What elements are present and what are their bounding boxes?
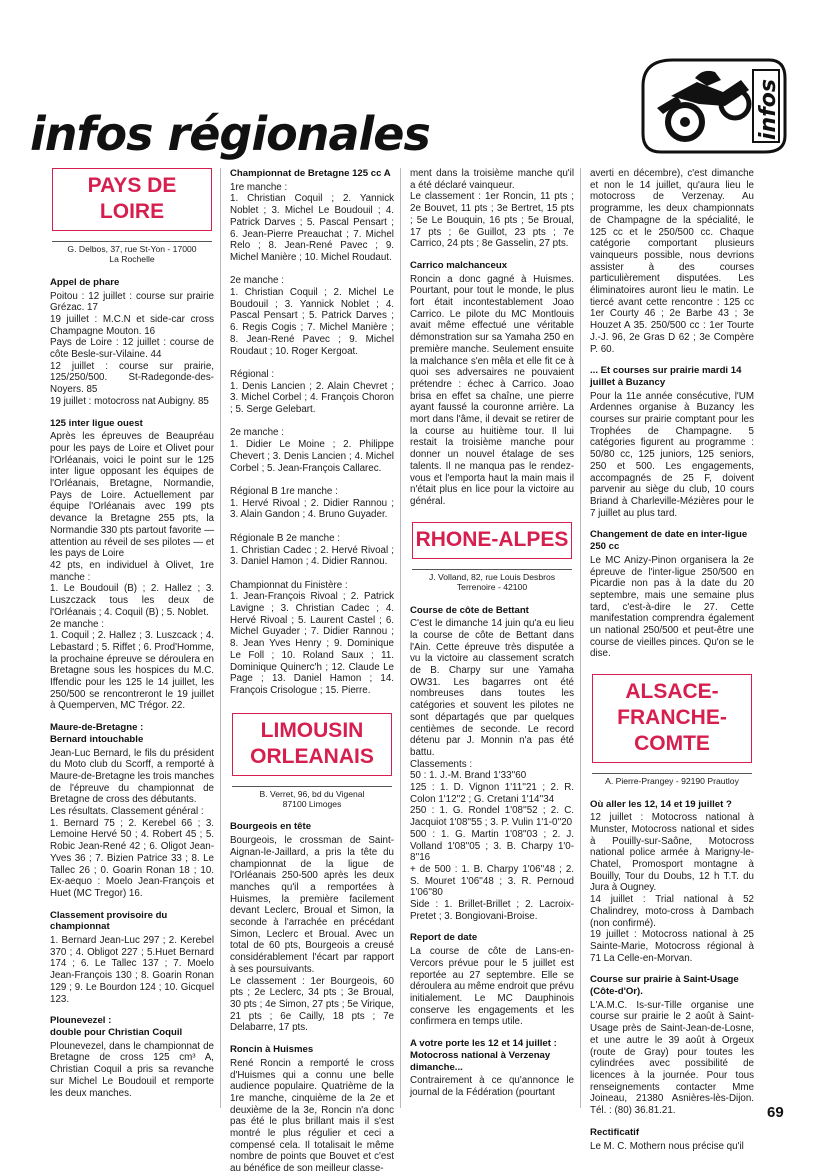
article-body: Poitou : 12 juillet : course sur prairie Grézac. 17 19 juillet : M.C.N et side-car cross Champagne Mouton. 16 Pays de Loire : 12 juillet : course de côte Besle-sur-Vilaine. 44 12 juillet : course sur prairie, 125/250/500. St-Radegonde-des-Noyers. 85 19 juillet : motocross nat Aubigny. 85: [50, 290, 214, 407]
column-2: [230, 168, 394, 1175]
article-heading: Bourgeois en tête: [230, 821, 312, 833]
article-heading: Carrico malchanceux: [410, 259, 508, 271]
article-body: Roncin a donc gagné à Huismes. Pourtant, pour tout le monde, le plus fort était incontestablement Joao Carrico. Le pilote du MC Montlouis avait même effectué une véritable démonstration sur sa Yamaha 250 en première manche. Seulement ensuite la malchance s'en mêla et elle fit ce à quoi ses adversaires ne pouvaient prétendre : échec à Carrico. Joao brisa en effet sa chaîne, une pierre ayant faussé la couronne arrière. La mort dans l'âme, il devait se retirer de la course au huitième tour. Il lui restait la troisième manche pour donner un nouvel étalage de ses talents. Il ne manqua pas le rendez-vous et l'emporta haut la main mais il n'était plus en lice pour la victoire au général.: [410, 273, 574, 507]
article-body: Plounevezel, dans le championnat de Bretagne de cross 125 cm³ A, Christian Coquil a pris sa revanche sur Michel Le Boudouil et remporte les deux manches.: [50, 1040, 214, 1099]
page-number: 69: [767, 1104, 784, 1121]
article-body: 1. Bernard Jean-Luc 297 ; 2. Kerebel 370 ; 4. Obligot 227 ; 5.Huet Bernard 174 ; 6. Le Tallec 137 ; 7. Moelo Jean-François 130 ; 8. Goarin Ronan 129 ; 9. Le Bourdon 124 ; 10. Gicquel 123.: [50, 935, 214, 1005]
article-heading: 125 inter ligue ouest: [50, 417, 143, 429]
article-heading: Où aller les 12, 14 et 19 juillet ?: [590, 798, 732, 810]
column-1: [50, 168, 214, 1099]
column-4: [590, 168, 754, 1152]
article-body: 1re manche : 1. Christian Coquil ; 2. Yannick Noblet ; 3. Michel Le Boudouil ; 4. Patrick Darves ; 5. Pascal Pensart ; 6. Jean-Pierre Preauchat ; 7. Michel Relo ; 8. Jean-René Pavec ; 9. Michel Manière ; 10. Michel Roudaut. 2e manche : 1. Christian Coquil ; 2. Michel Le Boudouil ; 3. Yannick Noblet ; 4. Pascal Pensart ; 5. Patrick Darves ; 6. Regis Cogis ; 7. Michel Manière ; 8. Jean-René Pavec ; 9. Michel Roudaut ; 10. Roger Kergoat. Régional : 1. Denis Lancien ; 2. Alain Chevret ; 3. Michel Corbel ; 4. François Choron ; 5. Serge Gelebart. 2e manche : 1. Didier Le Moine ; 2. Philippe Chevert ; 3. Denis Lancien ; 4. Michel Corbel ; 5. Jean-François Callarec. Régional B 1re manche : 1. Hervé Rivoal ; 2. Didier Rannou ; 3. Alain Gandon ; 4. Bruno Guyader. Régionale B 2e manche : 1. Christian Cadec ; 2. Hervé Rivoal ; 3. Daniel Hamon ; 4. Didier Rannou. Championnat du Finistère : 1. Jean-François Rivoal ; 2. Patrick Lavigne ; 3. Christian Cadec ; 4. Hervé Rivoal ; 5. Laurent Castel ; 6. Michel Guyader ; 7. Didier Rannou ; 8. Jean Yves Henry ; 9. Dominique Le Foll ; 10. Roland Saux ; 11. Dominique Quinerc'h ; 12. Claude Le Page ; 13. Daniel Hamon ; 14. François Crisologue ; 15. Pierre.: [230, 181, 394, 696]
article-heading: Rectificatif: [590, 1126, 640, 1138]
region-contact: G. Delbos, 37, rue St-Yon - 17000 La Rochelle: [52, 241, 212, 265]
article-body: Jean-Luc Bernard, le fils du président du Moto club du Scorff, a remporté à Maure-de-Bretagne les trois manches de l'épreuve du championnat de Bretagne de cross des débutants. Les résultats. Classement général : 1. Bernard 75 ; 2. Kerebel 66 ; 3. Lemoine Hervé 50 ; 4. Robert 45 ; 5. Robic Jean-René 42 ; 6. Oligot Jean-Yves 36 ; 7. Bizien Patrice 33 ; 8. Le Tallec 26 ; 0. Goarin Ronan 18 ; 10. Ex-aequo : Moelo Jean-François et Huet (MC Tregor) 16.: [50, 747, 214, 899]
region-box-alsace-franche-comte: ALSACE-FRANCHE-COMTE: [592, 674, 752, 763]
article-body: averti en décembre), c'est dimanche et non le 14 juillet, qu'aura lieu le motocross de Verzenay. Au programme, les deux championnats de Champagne de la spécialité, le 125 cc et le 250/500 cc. Chaque catégorie comportant plusieurs vainqueurs possible, nous devrions assister à des courses particulièrement disputées. Les éliminatoires auront lieu le matin. Le tiercé avant cette rencontre : 125 cc 1er Courty 46 ; 2e Barbe 43 ; 3e Houzet A 35. 250/500 cc : 1er Tourte J.-J. 96, 2e Gras D 62 ; 3e Compère P. 60.: [590, 168, 754, 355]
article-heading: Championnat de Bretagne 125 cc A: [230, 168, 391, 179]
article-body: Contrairement à ce qu'annonce le journal de la Fédération (pourtant: [410, 1075, 574, 1098]
page-title: infos régionales: [30, 107, 430, 161]
moto-infos-logo: [637, 56, 789, 156]
article-body: René Roncin a remporté le cross d'Huismes qui a connu une belle audience populaire. Quatrième de la 1re manche, cinquième de la 2e et deuxième de la 3e, Roncin n'a donc pas été le plus brillant mais il s'est montré le plus régulier et ceci a compensé cela. Il totalisait le même nombre de points que Bouvet et c'est au bénéfice de son meilleur classe-: [230, 1057, 394, 1175]
article-heading: Changement de date en inter-ligue 250 cc: [590, 529, 748, 553]
article-heading: Appel de phare: [50, 276, 120, 288]
region-box-pays-de-loire: PAYS DE LOIRE: [52, 168, 212, 231]
article-heading: Classement provisoire du championnat: [50, 909, 168, 933]
region-contact: A. Pierre-Prangey - 92190 Prautloy: [592, 773, 752, 786]
article-body: Après les épreuves de Beaupréau pour les pays de Loire et Olivet pour l'Orléanais, voici le point sur le 125 inter ligue opposant les équipes de l'Orléanais, Bretagne, Normandie, Pays de Loire. Actuellement par équipe l'Orléanais avec 199 pts devance la Bretagne 255 pts, la Normandie 330 pts partout favorite — attention au réveil de ses pilotes — et les pays de Loire 42 pts, en individuel à Olivet, 1re manche : 1. Le Boudouil (B) ; 2. Hallez ; 3. Luszczack tous les deux de l'Orléanais ; 4. Coquil (B) ; 5. Noblet. 2e manche : 1. Coquil ; 2. Hallez ; 3. Luszcack ; 4. Lebastard ; 5. Riffet ; 6. Prod'Homme, la prochaine épreuve se déroulera en Bretagne sous les hospices du M.C. Iffendic pour les 125 le 14 juillet, les 250/500 se rencontreront le 19 juillet à Quemperven, MC Trégor. 22.: [50, 431, 214, 712]
article-body: Le M. C. Mothern nous précise qu'il: [590, 1140, 744, 1152]
article-body: Le MC Anizy-Pinon organisera la 2e épreuve de l'inter-ligue 250/500 en Picardie non pas à la date du 20 septembre, mais une semaine plus tard, c'est-à-dire le 27. Cette manifestation comprendra également un national 250/500 et peut-être une course de vieilles pinces. Qu'on se le dise.: [590, 554, 754, 660]
article-heading: Maure-de-Bretagne : Bernard intouchable: [50, 722, 144, 745]
article-body: Bourgeois, le crossman de Saint-Aignan-le-Jaillard, a pris la tête du championnat de la ligue de l'Orléanais 250-500 après les deux manches qu'il a remportées à Huismes, la première facilement devant Leclerc, Broual et Simon, la seconde à l'arrachée en précédant Simon, Leclerc et Broual. Avec un total de 60 pts, Bourgeois a creusé considérablement l'écart par rapport à ses poursuivants. Le classement : 1er Bourgeois, 60 pts ; 2e Leclerc, 34 pts ; 3e Broual, 30 pts ; 4e Simon, 27 pts ; 5e Virique, 21 pts ; 6e Cailly, 18 pts ; 7e Delabarre, 17 pts.: [230, 835, 394, 1034]
svg-text:infos: infos: [756, 79, 781, 140]
article-body: ment dans la troisième manche qu'il a été déclaré vainqueur. Le classement : 1er Roncin, 11 pts ; 2e Bouvet, 11 pts ; 3e Bertret, 15 pts ; 5e Le Bouquin, 16 pts ; 5e Broual, 17 pts ; 6e Guillot, 23 pts ; 7e Carrico, 24 pts ; 8e Gasselin, 27 pts.: [410, 168, 574, 250]
article-body: Pour la 11e année consécutive, l'UM Ardennes organise à Buzancy les courses sur prairie comptant pour les Trophées de Champagne. 5 catégories figurent au programme : 50/80 cc, 125 juniors, 125 seniors, 250 et 500. Les engagements, accompagnés de 25 F, doivent parvenir au siège du club, 10 cours Briand à Charleville-Mézières pour le 7 juillet au plus tard.: [590, 390, 754, 519]
article-body: 12 juillet : Motocross national à Munster, Motocross national et sides à Pouilly-sur-Saône, Motocross national police armée à Marigny-le-Chatel, Promosport montagne à Bouilly, Tour du Doubs, 12 h T.T. du Jura à Ougney. 14 juillet : Trial national à 52 Chalindrey, moto-cross à Dambach (non confirmé). 19 juillet : Motocross national à 25 Sainte-Marie, Motocross régional à 71 La Celle-en-Morvan.: [590, 812, 754, 964]
article-heading: Course sur prairie à Saint-Usage (Côte-d'Or).: [590, 974, 739, 998]
region-contact: B. Verret, 96, bd du Vigenal 87100 Limoges: [232, 786, 392, 810]
article-body: C'est le dimanche 14 juin qu'a eu lieu la course de côte de Bettant dans l'Ain. Cette épreuve très disputée a vu la victoire au classement scratch de B. Charpy sur une Yamaha OW31. Les bagarres ont été nombreuses dans toutes les catégories et souvent les pilotes ne sont départagés que par quelques centièmes de seconde. Le record détenu par J. Monnin n'a pas été battu. Classements : 50 : 1. J.-M. Brand 1'33''60 125 : 1. D. Vignon 1'11''21 ; 2. R. Colon 1'12''2 ; G. Cretani 1'14''34 250 : 1. G. Rondel 1'08''52 ; 2. C. Jacquiot 1'08''55 ; 3. P. Vulin 1'1-0''20 500 : 1. G. Martin 1'08''03 ; 2. J. Volland 1'08''05 ; 3. B. Charpy 1'0-8''16 + de 500 : 1. B. Charpy 1'06''48 ; 2. S. Mouret 1'06''48 ; 3. R. Pernoud 1'06''80 Side : 1. Brillet-Brillet ; 2. Lacroix-Pretet ; 3. Bongiovani-Broise.: [410, 618, 574, 922]
column-3: [410, 168, 574, 1099]
region-contact: J. Volland, 82, rue Louis Desbros Terrenoire - 42100: [412, 569, 572, 593]
article-heading: Plounevezel : double pour Christian Coquil: [50, 1015, 183, 1038]
article-heading: Course de côte de Bettant: [410, 604, 529, 616]
region-box-rhone-alpes: RHONE-ALPES: [412, 522, 572, 559]
article-body: L'A.M.C. Is-sur-Tille organise une course sur prairie le 2 août à Saint-Usage près de Saint-Jean-de-Losne, et une autre le 39 août à Orgeux (route de Gray) pour toutes les cylindrées avec possibilité de licences à la journée. Pour tous renseignements contacter Mme Joineau, 21380 Asnières-lès-Dijon. Tél. : (80) 36.81.21.: [590, 999, 754, 1117]
article-heading: ... Et courses sur prairie mardi 14 juillet à Buzancy: [590, 365, 742, 388]
region-box-limousin-orleanais: LIMOUSIN ORLEANAIS: [232, 713, 392, 776]
article-heading: Roncin à Huismes: [230, 1044, 314, 1056]
article-heading: Report de date: [410, 932, 478, 944]
article-body: La course de côte de Lans-en-Vercors prévue pour le 5 juillet est reportée au 27 septembre. Elle se déroulera au même endroit que prévu initialement. Le MC Dauphinois conserve les engagements et les confirmera en temps utile.: [410, 946, 574, 1028]
article-heading: A votre porte les 12 et 14 juillet : Motocross national à Verzenay dimanche...: [410, 1038, 557, 1073]
